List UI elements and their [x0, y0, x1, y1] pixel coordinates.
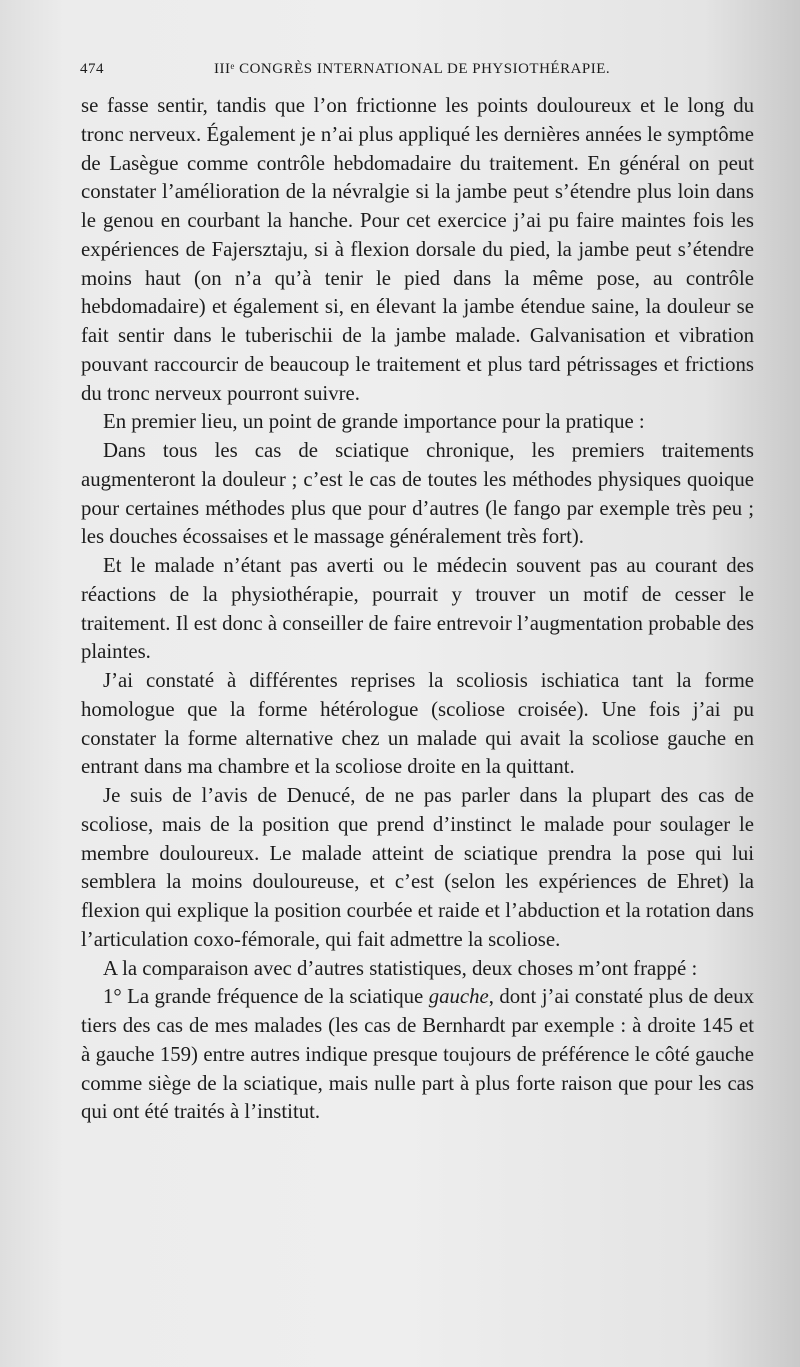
journal-title: IIIᵉ CONGRÈS INTERNATIONAL DE PHYSIOTHÉRAPIE. [214, 61, 611, 77]
paragraph-statistics: A la comparaison avec d’autres statistiques, deux choses m’ont frappé : [103, 956, 698, 980]
running-head [80, 61, 750, 85]
paragraph-denuce: Je suis de l’avis de Denucé, de ne pas parler dans la plupart des cas de scoliose, mais de la position que prend d’instinct le malade pour soulager le membre douloureux. Le malade atteint de sciatique prendra la pose qui lui semblera la moins douloureuse, et c’est (selon les expériences de Ehret) la flexion qui explique la position courbée et raide et l’abduction et la rotation dans l’articulation coxo-fémorale, qui fait admettre la scoliose. [81, 784, 754, 951]
paragraph-continuation: se fasse sentir, tandis que l’on frictionne les points douloureux et le long du tronc nerveux. Également je n’ai plus appliqué les dernières années le symptôme de Lasègue comme contrôle hebdomadaire du traitement. En général on peut constater l’amélioration de la névralgie si la jambe peut s’étendre plus loin dans le genou en courbant la hanche. Pour cet exercice j’ai pu faire maintes fois les expériences de Fajersztaju, si à flexion dorsale du pied, la jambe peut s’étendre moins haut (on n’a qu’à tenir le pied dans la même pose, au contrôle hebdomadaire) et également si, en élevant la jambe étendue saine, la douleur se fait sentir dans le tuberischii de la jambe malade. Galvanisation et vibration pouvant raccourcir de beaucoup le traitement et plus tard pétrissages et frictions du tronc nerveux pourront suivre. [81, 94, 754, 405]
italic-gauche: gauche [428, 985, 489, 1009]
paragraph-scoliosis: J’ai constaté à différentes reprises la scoliosis ischiatica tant la forme homologue que la forme hétérologue (scoliose croisée). Une fois j’ai pu constater la forme alternative chez un malade qui avait la scoliose gauche en entrant dans ma chambre et la scoliose droite en la quittant. [81, 669, 754, 779]
paragraph-left-sciatica-start: 1° La grande fréquence de la sciatique [103, 985, 429, 1009]
page-number: 474 [80, 61, 104, 77]
paragraph-left-sciatica [81, 983, 754, 1127]
paragraph-practical-point: En premier lieu, un point de grande importance pour la pratique : [103, 410, 645, 434]
paragraph-chronic-sciatica: Dans tous les cas de sciatique chronique, les premiers traitements augmenteront la douleur ; c’est le cas de toutes les méthodes physiques quoique pour certaines méthodes plus que pour d’autres (le fango par exemple très peu ; les douches écossaises et le massage généralement très fort). [81, 439, 754, 549]
body-text [81, 92, 754, 1127]
paragraph-patient-warning: Et le malade n’étant pas averti ou le médecin souvent pas au courant des réactions de la physiothérapie, pourrait y trouver un motif de cesser le traitement. Il est donc à conseiller de faire entrevoir l’augmentation probable des plaintes. [81, 554, 754, 664]
paragraph-left-sciatica-end: , dont j’ai constaté plus de deux tiers des cas de mes malades (les cas de Bernhardt par exemple : à droite 145 et à gauche 159) entre autres indique presque toujours de préférence le côté gauche comme siège de la sciatique, mais nulle part à plus forte raison que pour les cas qui ont été traités à l’institut. [81, 985, 754, 1124]
